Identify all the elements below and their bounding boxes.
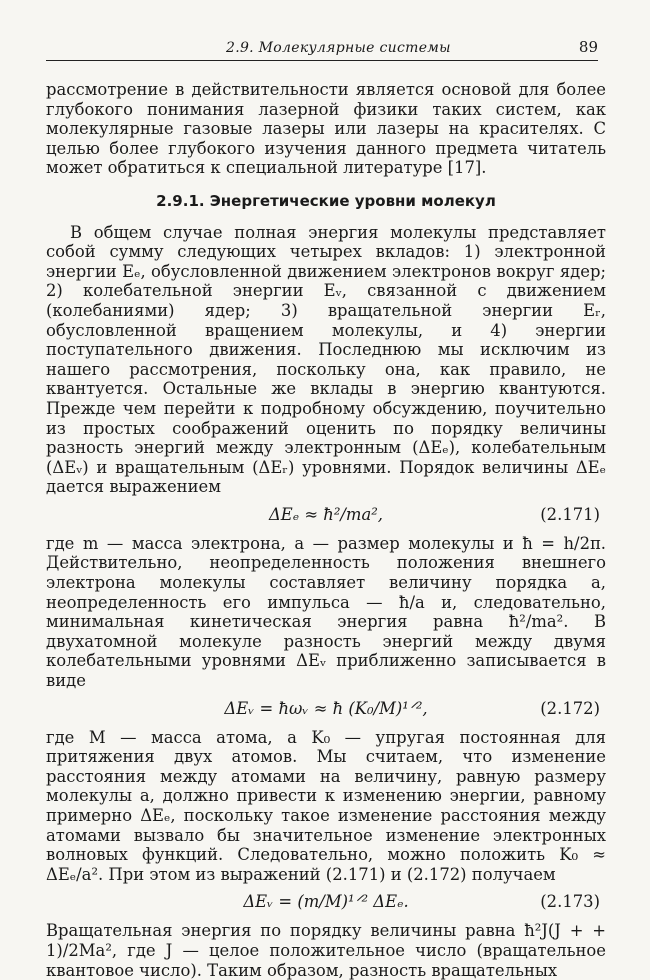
running-title: 2.9. Молекулярные системы xyxy=(226,40,451,56)
running-header xyxy=(46,38,598,61)
equation-2-171 xyxy=(46,499,606,531)
paragraph-electron-mass: где m — масса электрона, a — размер молекулы и ħ = h/2π. Действительно, неопределенность положения внешнего электрона молекулы составляет величину порядка a, неопределенность его импульса — ħ/a и, следовательно, минимальная кинетическая энергия равна ħ²/ma². В двухатомной молекуле разность энергий между двумя колебательными уровнями ΔEᵥ приближенно записывается в виде xyxy=(46,533,606,691)
equation-2-173 xyxy=(46,886,606,918)
equation-number: (2.171) xyxy=(540,504,600,524)
equation-formula: ΔEᵥ = ħωᵥ ≈ ħ (K₀/M)¹ᐟ², xyxy=(224,698,428,718)
section-heading: 2.9.1. Энергетические уровни молекул xyxy=(156,191,496,210)
equation-formula: ΔEᵥ = (m/M)¹ᐟ² ΔEₑ. xyxy=(243,892,409,912)
paragraph-rotational-energy: Вращательная энергия по порядку величины равна ħ²J(J + + 1)/2Ma², где J — целое положительное число (вращательное квантовое число). Таким образом, разность вращательных xyxy=(46,921,606,980)
equation-2-172 xyxy=(46,693,606,725)
text-body xyxy=(46,80,606,980)
equation-formula: ΔEₑ ≈ ħ²/ma², xyxy=(268,504,384,524)
page-number: 89 xyxy=(578,38,598,56)
equation-number: (2.173) xyxy=(540,892,600,912)
paragraph-energy-contributions: В общем случае полная энергия молекулы представляет собой сумму следующих четырех вкладов: 1) электронной энергии Eₑ, обусловленной движением электронов вокруг ядер; 2) колебательной энергии Eᵥ, связанной с движением (колебаниями) ядер; 3) вращательной энергии Eᵣ, обусловленной вращением молекулы, и 4) энергии поступательного движения. Последнюю мы исключим из нашего рассмотрения, поскольку она, как правило, не квантуется. Остальные же вклады в энергию квантуются. Прежде чем перейти к подробному обсуждению, поучительно из простых соображений оценить по порядку величины разность энергий между электронным (ΔEₑ), колебательным (ΔEᵥ) и вращательным (ΔEᵣ) уровнями. Порядок величины ΔEₑ дается выражением xyxy=(46,222,606,497)
equation-number: (2.172) xyxy=(540,698,600,718)
paragraph-atom-mass: где M — масса атома, а K₀ — упругая постоянная для притяжения двух атомов. Мы считаем, что изменение расстояния между атомами на величину, равную размеру молекулы a, должно привести к изменению энергии, равному примерно ΔEₑ, поскольку такое изменение расстояния между атомами вызвало бы значительное изменение электронных волновых функций. Следовательно, можно положить K₀ ≈ ΔEₑ/a². При этом из выражений (2.171) и (2.172) получаем xyxy=(46,727,606,884)
intro-paragraph: рассмотрение в действительности является основой для более глубокого понимания лазерной физики таких систем, как молекулярные газовые лазеры или лазеры на красителях. С целью более глубокого изучения данного предмета читатель может обратиться к специальной литературе [17]. xyxy=(46,80,606,178)
